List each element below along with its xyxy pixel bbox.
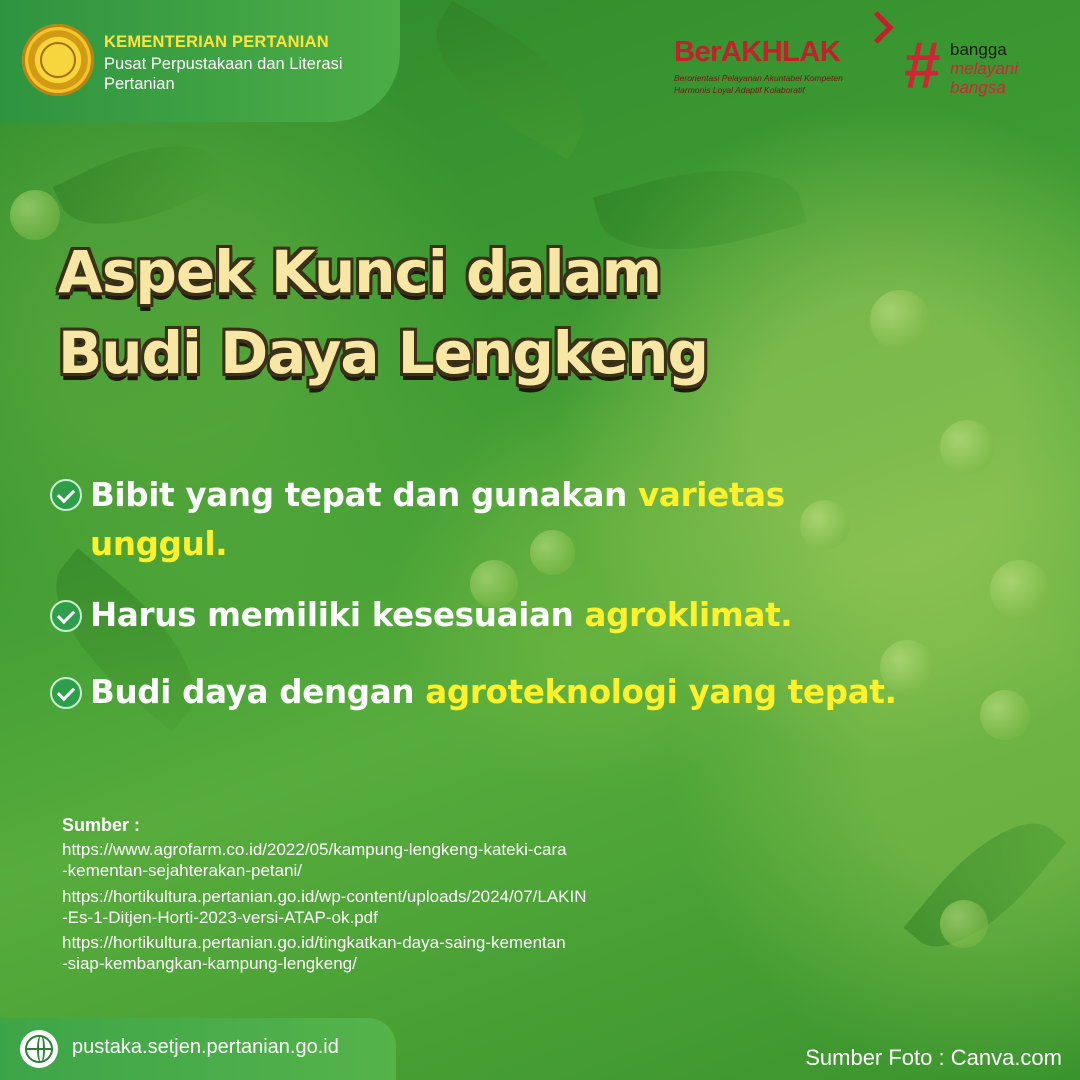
- fruit-decoration: [940, 900, 988, 948]
- sources-title: Sumber :: [62, 815, 141, 835]
- headline-line-1: Aspek Kunci dalam: [58, 238, 662, 306]
- bullet-item: [90, 668, 910, 717]
- source-line: -kementan-sejahterakan-petani/: [62, 861, 303, 880]
- campaign-word-1: bangga: [950, 40, 1007, 59]
- berakhlak-chevron-icon: [861, 11, 894, 44]
- source-line: https://www.agrofarm.co.id/2022/05/kampung-lengkeng-kateki-cara: [62, 840, 567, 859]
- source-line: https://hortikultura.pertanian.go.id/tingkatkan-daya-saing-kementan: [62, 933, 566, 952]
- check-icon: [50, 479, 82, 511]
- leaf-decoration: [53, 119, 228, 250]
- fruit-decoration: [870, 290, 930, 350]
- check-icon: [50, 677, 82, 709]
- leaf-decoration: [412, 0, 608, 159]
- bullet-text: Harus memiliki kesesuaian: [90, 596, 585, 634]
- bullet-item: [90, 471, 910, 569]
- fruit-decoration: [940, 420, 995, 475]
- fruit-decoration: [990, 560, 1050, 620]
- leaf-decoration: [904, 797, 1067, 972]
- source-line: -siap-kembangkan-kampung-lengkeng/: [62, 954, 357, 973]
- bullet-text: Budi daya dengan: [90, 673, 426, 711]
- bullet-highlight: agroteknologi yang tepat.: [425, 673, 897, 711]
- globe-icon: [20, 1030, 58, 1068]
- bullet-highlight: agroklimat.: [584, 596, 793, 634]
- berakhlak-logo: BerAKHLAK: [674, 36, 841, 68]
- berakhlak-tagline-1: Berorientasi Pelayanan Akuntabel Kompeten: [674, 73, 843, 83]
- campaign-hash: #: [904, 28, 941, 102]
- source-line: https://hortikultura.pertanian.go.id/wp-content/uploads/2024/07/LAKIN: [62, 887, 587, 906]
- berakhlak-tagline-2: Harmonis Loyal Adaptif Kolaboratif: [674, 85, 805, 95]
- campaign-word-3: bangsa: [950, 78, 1006, 97]
- fruit-decoration: [10, 190, 60, 240]
- source-line: -Es-1-Ditjen-Horti-2023-versi-ATAP-ok.pdf: [62, 908, 378, 927]
- fruit-decoration: [980, 690, 1030, 740]
- check-icon: [50, 600, 82, 632]
- headline-line-2: Budi Daya Lengkeng: [58, 319, 708, 387]
- bullet-text: Bibit yang tepat dan gunakan: [90, 476, 639, 514]
- bullet-highlight: varietas unggul.: [90, 476, 785, 563]
- bullet-item: [90, 591, 910, 640]
- photo-credit: Sumber Foto : Canva.com: [805, 1045, 1062, 1070]
- org-title: KEMENTERIAN PERTANIAN: [104, 33, 329, 51]
- logo-icon: [22, 24, 94, 96]
- campaign-word-2: melayani: [950, 59, 1019, 78]
- org-subtitle: Pusat Perpustakaan dan Literasi Pertanian: [104, 55, 343, 93]
- website-link[interactable]: pustaka.setjen.pertanian.go.id: [72, 1036, 339, 1058]
